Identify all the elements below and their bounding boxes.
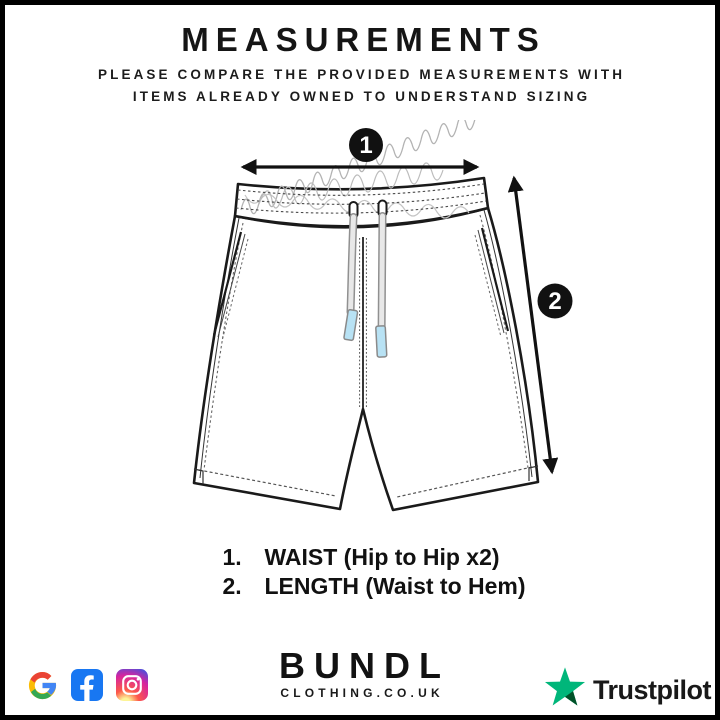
shorts-measurement-diagram [185,120,585,520]
legend-item-waist [222,543,525,572]
length-badge [538,284,573,319]
legend-item-length [222,572,525,601]
waist-badge-number: 1 [359,132,373,159]
brand-domain: CLOTHING.CO.UK [280,686,444,700]
trustpilot-label: Trustpilot [593,675,711,705]
waist-badge [349,128,383,162]
subtitle-line-2: ITEMS ALREADY OWNED TO UNDERSTAND SIZING [132,89,591,104]
legend-label: WAIST (Hip to Hip x2) [264,544,500,570]
page-subtitle [5,64,715,108]
legend-label: LENGTH (Waist to Hem) [264,573,526,599]
trustpilot-logo [542,666,711,715]
subtitle-line-1: PLEASE COMPARE THE PROVIDED MEASUREMENTS WITH [98,67,626,82]
legend-number: 1. [222,544,242,570]
length-badge-number: 2 [548,288,562,315]
shorts-line-art [194,120,538,510]
measurement-legend [222,543,525,601]
trustpilot-star-icon [542,666,588,715]
legend-number: 2. [222,573,242,599]
aglet-right [376,326,387,357]
page-title: MEASUREMENTS [181,21,546,58]
brand-name: BUNDL [279,645,450,686]
